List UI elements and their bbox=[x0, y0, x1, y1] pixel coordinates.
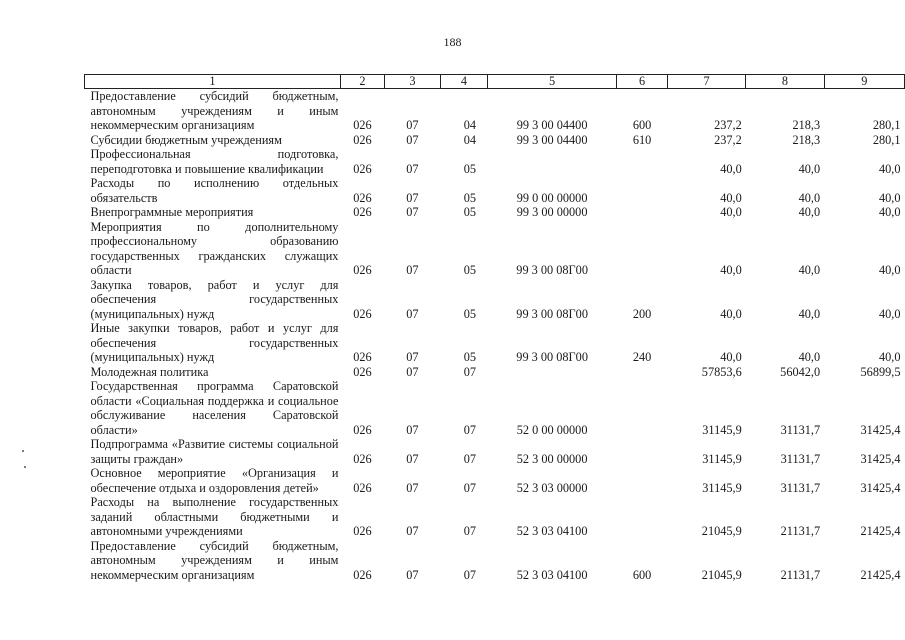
row-target-article: 52 3 03 04100 bbox=[516, 567, 588, 582]
row-amount-col7: 31145,9 bbox=[702, 480, 742, 495]
row-section: 07 bbox=[406, 350, 419, 364]
row-section: 07 bbox=[406, 205, 419, 219]
row-amount-col9: 40,0 bbox=[878, 306, 901, 321]
row-name: Субсидии бюджетным учреждениям bbox=[90, 132, 282, 147]
row-amount-col7: 40,0 bbox=[720, 306, 742, 321]
row-amount-col9: 31425,4 bbox=[860, 422, 901, 437]
row-section: 07 bbox=[406, 364, 419, 379]
row-expense-type: 240 bbox=[632, 350, 652, 364]
row-amount-col9: 40,0 bbox=[878, 205, 901, 219]
row-amount-col7: 57853,6 bbox=[701, 364, 742, 379]
row-amount-col9: 40,0 bbox=[878, 190, 901, 205]
scan-speck bbox=[22, 450, 24, 452]
row-amount-col7: 237,2 bbox=[714, 118, 742, 132]
table-row bbox=[85, 278, 905, 322]
row-ministry-code: 026 bbox=[353, 190, 372, 205]
row-subsection: 05 bbox=[463, 161, 477, 176]
row-ministry-code: 026 bbox=[353, 161, 372, 176]
row-subsection: 07 bbox=[463, 480, 477, 495]
header-col-6: 6 bbox=[617, 75, 668, 89]
row-ministry-code: 026 bbox=[353, 205, 372, 219]
header-col-1: 1 bbox=[85, 75, 341, 89]
page-number: 188 bbox=[443, 35, 462, 49]
row-section: 07 bbox=[406, 480, 419, 495]
table-row bbox=[85, 495, 905, 539]
row-target-article: 99 3 00 08Г00 bbox=[516, 350, 588, 364]
table-row bbox=[85, 176, 905, 205]
row-amount-col8: 40,0 bbox=[798, 190, 821, 205]
row-ministry-code: 026 bbox=[353, 524, 372, 538]
header-col-9: 9 bbox=[824, 75, 904, 89]
header-col-7: 7 bbox=[667, 75, 745, 89]
row-name: Основное мероприятие «Организация и обеспечение отдыха и оздоровления детей» bbox=[90, 466, 339, 495]
row-ministry-code: 026 bbox=[353, 306, 372, 321]
row-amount-col8: 21131,7 bbox=[780, 567, 821, 582]
header-col-4: 4 bbox=[440, 75, 487, 89]
row-amount-col8: 40,0 bbox=[798, 263, 821, 277]
header-col-8: 8 bbox=[746, 75, 824, 89]
row-amount-col7: 237,2 bbox=[714, 132, 742, 147]
header-col-2: 2 bbox=[340, 75, 384, 89]
table-body bbox=[85, 89, 905, 583]
row-amount-col9: 56899,5 bbox=[860, 364, 901, 379]
row-subsection: 04 bbox=[463, 118, 477, 132]
row-section: 07 bbox=[406, 422, 419, 437]
row-subsection: 04 bbox=[463, 132, 477, 147]
row-amount-col8: 40,0 bbox=[798, 306, 821, 321]
row-amount-col9: 31425,4 bbox=[860, 451, 901, 466]
header-col-5: 5 bbox=[487, 75, 616, 89]
table-row bbox=[85, 437, 905, 466]
row-expense-type: 610 bbox=[632, 132, 652, 147]
row-subsection: 05 bbox=[463, 263, 477, 277]
row-amount-col9: 40,0 bbox=[878, 350, 901, 364]
row-amount-col8: 218,3 bbox=[792, 132, 821, 147]
row-subsection: 07 bbox=[463, 364, 477, 379]
table-row bbox=[85, 466, 905, 495]
row-amount-col8: 31131,7 bbox=[780, 422, 821, 437]
row-amount-col7: 40,0 bbox=[720, 190, 742, 205]
row-subsection: 05 bbox=[463, 306, 477, 321]
header-col-3: 3 bbox=[384, 75, 440, 89]
row-amount-col7: 21045,9 bbox=[701, 524, 742, 538]
row-expense-type: 200 bbox=[632, 306, 652, 321]
row-name: Закупка товаров, работ и услуг для обеспечения государственных (муниципальных) нужд bbox=[90, 277, 339, 321]
row-amount-col8: 40,0 bbox=[798, 161, 821, 176]
row-target-article: 52 3 03 04100 bbox=[516, 524, 588, 538]
row-ministry-code: 026 bbox=[353, 263, 372, 277]
row-target-article: 99 3 00 00000 bbox=[516, 205, 588, 219]
row-expense-type bbox=[617, 176, 668, 205]
row-subsection: 07 bbox=[463, 451, 477, 466]
table-row bbox=[85, 220, 905, 278]
row-target-article: 99 3 00 04400 bbox=[516, 132, 588, 147]
row-target-article: 99 3 00 08Г00 bbox=[516, 306, 588, 321]
row-expense-type bbox=[617, 437, 668, 466]
table-header bbox=[85, 75, 905, 89]
row-target-article bbox=[487, 365, 616, 380]
row-name: Предоставление субсидий бюджетным, автономным учреждениям и иным некоммерческим организациям bbox=[90, 538, 339, 582]
row-ministry-code: 026 bbox=[353, 364, 372, 379]
table-row bbox=[85, 205, 905, 220]
row-amount-col7: 21045,9 bbox=[701, 567, 742, 582]
row-amount-col7: 40,0 bbox=[720, 350, 742, 364]
row-name: Государственная программа Саратовской области «Социальная поддержка и социальное обслуживание населения Саратовской области» bbox=[90, 379, 339, 437]
row-name: Иные закупки товаров, работ и услуг для обеспечения государственных (муниципальных) нужд bbox=[90, 321, 339, 364]
row-amount-col7: 40,0 bbox=[720, 263, 742, 277]
row-name: Предоставление субсидий бюджетным, автономным учреждениям и иным некоммерческим организациям bbox=[90, 89, 339, 132]
row-name: Внепрограммные мероприятия bbox=[90, 205, 254, 219]
row-expense-type: 600 bbox=[632, 567, 652, 582]
row-amount-col7: 31145,9 bbox=[702, 451, 742, 466]
row-amount-col8: 40,0 bbox=[798, 350, 821, 364]
table-row bbox=[85, 89, 905, 133]
row-name: Молодежная политика bbox=[90, 364, 209, 379]
row-name: Мероприятия по дополнительному профессиональному образованию государственных гражданских служащих области bbox=[90, 219, 339, 277]
row-target-article: 52 3 03 00000 bbox=[516, 480, 588, 495]
row-section: 07 bbox=[406, 161, 419, 176]
row-section: 07 bbox=[406, 132, 419, 147]
row-expense-type bbox=[617, 495, 668, 539]
row-section: 07 bbox=[406, 524, 419, 538]
row-ministry-code: 026 bbox=[353, 480, 372, 495]
row-subsection: 07 bbox=[463, 422, 477, 437]
row-section: 07 bbox=[406, 263, 419, 277]
row-name: Расходы по исполнению отдельных обязательств bbox=[90, 176, 339, 205]
row-target-article bbox=[487, 147, 616, 176]
row-ministry-code: 026 bbox=[353, 422, 372, 437]
row-subsection: 07 bbox=[463, 524, 477, 538]
row-subsection: 07 bbox=[463, 567, 477, 582]
row-expense-type bbox=[617, 365, 668, 380]
row-section: 07 bbox=[406, 451, 419, 466]
row-expense-type: 600 bbox=[632, 118, 652, 132]
budget-table bbox=[84, 74, 905, 582]
row-amount-col9: 21425,4 bbox=[860, 567, 901, 582]
row-amount-col8: 56042,0 bbox=[780, 364, 821, 379]
row-target-article: 52 3 00 00000 bbox=[516, 451, 588, 466]
row-amount-col9: 280,1 bbox=[872, 132, 901, 147]
row-amount-col8: 218,3 bbox=[792, 118, 821, 132]
row-amount-col9: 280,1 bbox=[872, 118, 901, 132]
row-expense-type bbox=[617, 205, 668, 220]
row-amount-col9: 21425,4 bbox=[860, 524, 901, 538]
row-subsection: 05 bbox=[463, 350, 477, 364]
table-row bbox=[85, 147, 905, 176]
row-ministry-code: 026 bbox=[353, 350, 372, 364]
row-section: 07 bbox=[406, 118, 419, 132]
table-row bbox=[85, 321, 905, 365]
row-ministry-code: 026 bbox=[353, 118, 372, 132]
row-ministry-code: 026 bbox=[353, 451, 372, 466]
row-expense-type bbox=[617, 147, 668, 176]
row-target-article: 99 3 00 04400 bbox=[516, 118, 588, 132]
row-subsection: 05 bbox=[463, 190, 477, 205]
row-expense-type bbox=[617, 379, 668, 437]
row-section: 07 bbox=[406, 567, 419, 582]
row-name: Подпрограмма «Развитие системы социальной защиты граждан» bbox=[90, 437, 339, 466]
row-amount-col8: 31131,7 bbox=[780, 451, 821, 466]
row-subsection: 05 bbox=[463, 205, 477, 219]
table-row bbox=[85, 133, 905, 148]
row-target-article: 99 0 00 00000 bbox=[516, 190, 588, 205]
row-section: 07 bbox=[406, 190, 419, 205]
row-expense-type bbox=[617, 220, 668, 278]
row-amount-col7: 40,0 bbox=[720, 161, 742, 176]
row-amount-col9: 31425,4 bbox=[860, 480, 901, 495]
row-target-article: 99 3 00 08Г00 bbox=[516, 263, 588, 277]
row-amount-col8: 21131,7 bbox=[780, 524, 821, 538]
row-ministry-code: 026 bbox=[353, 132, 372, 147]
row-expense-type bbox=[617, 466, 668, 495]
row-name: Расходы на выполнение государственных заданий областными бюджетными и автономными учреждениями bbox=[90, 495, 339, 538]
table-row bbox=[85, 379, 905, 437]
row-amount-col8: 40,0 bbox=[798, 205, 821, 219]
table-row bbox=[85, 365, 905, 380]
row-amount-col9: 40,0 bbox=[878, 263, 901, 277]
row-amount-col9: 40,0 bbox=[878, 161, 901, 176]
row-amount-col8: 31131,7 bbox=[780, 480, 821, 495]
scan-speck bbox=[24, 466, 26, 468]
row-ministry-code: 026 bbox=[353, 567, 372, 582]
row-amount-col7: 31145,9 bbox=[702, 422, 742, 437]
row-section: 07 bbox=[406, 306, 419, 321]
row-target-article: 52 0 00 00000 bbox=[516, 422, 588, 437]
table-row bbox=[85, 539, 905, 583]
row-name: Профессиональная подготовка, переподготовка и повышение квалификации bbox=[90, 147, 339, 176]
row-amount-col7: 40,0 bbox=[720, 205, 742, 219]
